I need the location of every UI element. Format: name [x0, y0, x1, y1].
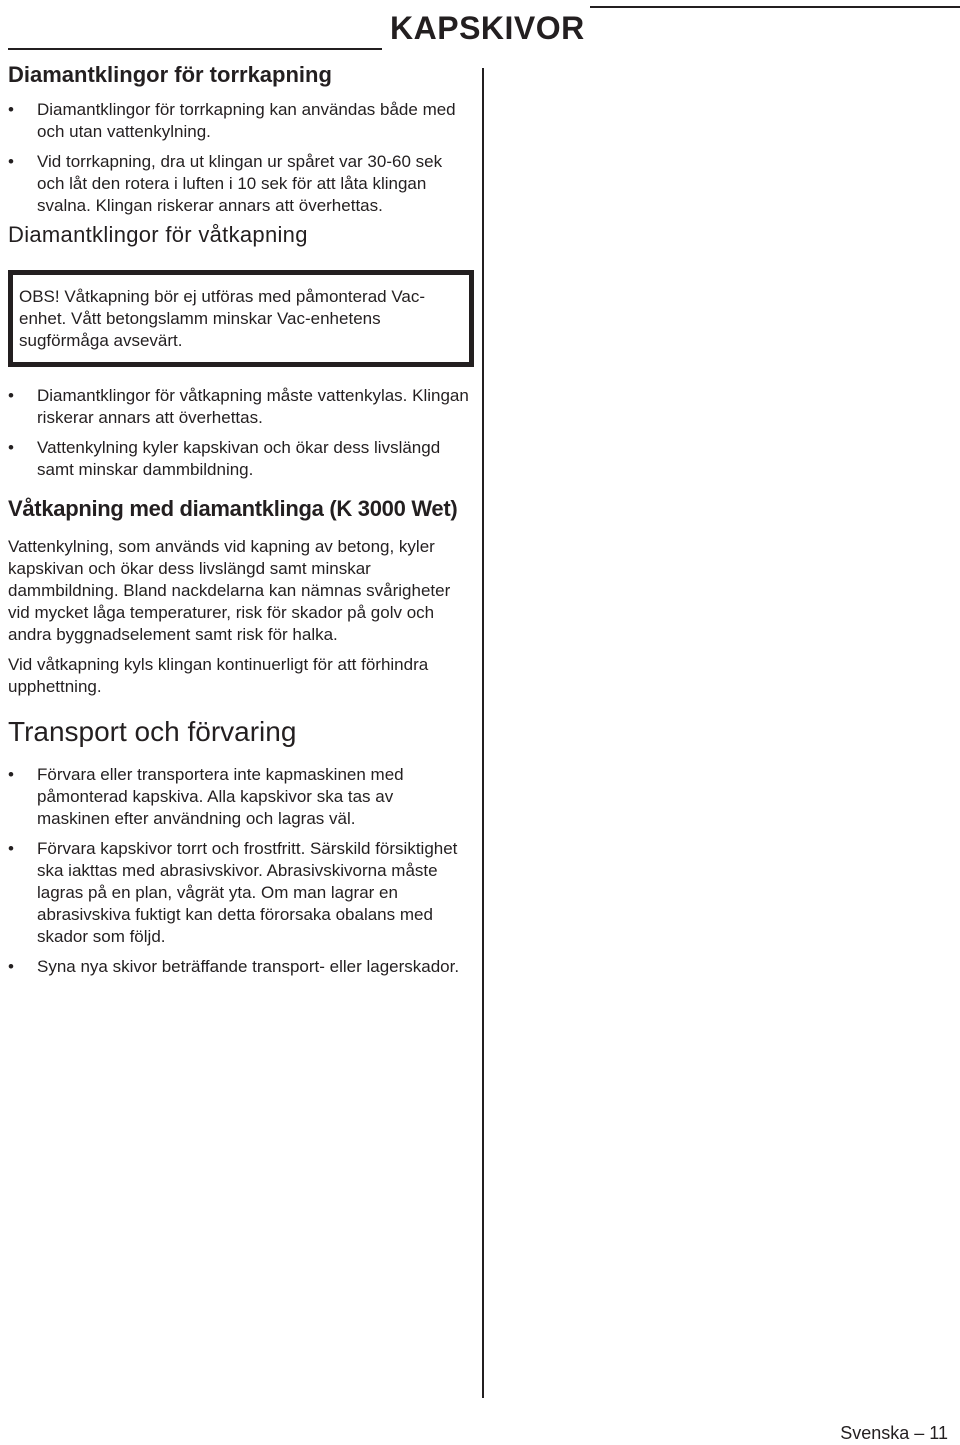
list-item [8, 385, 470, 429]
header-rule-right [590, 6, 960, 8]
section-heading-dry: Diamantklingor för torrkapning [8, 62, 332, 87]
section-heading-wet: Diamantklingor för våtkapning [8, 222, 308, 247]
list-item-text: Förvara eller transportera inte kapmaskinen med påmonterad kapskiva. Alla kapskivor ska tas av maskinen efter användning och lagras väl. [37, 765, 404, 828]
paragraph: Vattenkylning, som används vid kapning av betong, kyler kapskivan och ökar dess livslängd samt minskar dammbildning. Bland nackdelarna kan nämnas svårigheter vid mycket låga temperaturer, risk för skador på golv och andra byggnadselement samt risk för halka. [8, 537, 451, 644]
bullet-icon: • [8, 765, 14, 784]
chapter-title: KAPSKIVOR [390, 10, 585, 46]
list-item-text: Vid torrkapning, dra ut klingan ur spåret var 30-60 sek och låt den rotera i luften i 10 sek för att låta klingan svalna. Klingan riskerar annars att överhettas. [37, 152, 443, 215]
transport-bullet-list [8, 764, 470, 978]
wet-bullet-list [8, 385, 470, 481]
column-divider [482, 68, 484, 1398]
list-item-text: Diamantklingor för torrkapning kan användas både med och utan vattenkylning. [37, 100, 456, 141]
bullet-icon: • [8, 386, 14, 405]
section-heading-wet-cutting: Våtkapning med diamantklinga (K 3000 Wet) [8, 496, 458, 521]
section-heading-transport: Transport och förvaring [8, 716, 297, 747]
bullet-icon: • [8, 152, 14, 171]
page-footer: Svenska – 11 [840, 1423, 948, 1443]
list-item-text: Diamantklingor för våtkapning måste vattenkylas. Klingan riskerar annars att överhettas. [37, 386, 469, 427]
paragraph: Vid våtkapning kyls klingan kontinuerligt för att förhindra upphettning. [8, 655, 429, 696]
left-column [8, 60, 470, 986]
bullet-icon: • [8, 957, 14, 976]
list-item [8, 956, 470, 978]
bullet-icon: • [8, 438, 14, 457]
list-item-text: Syna nya skivor beträffande transport- eller lagerskador. [37, 957, 460, 976]
notice-box [8, 270, 474, 367]
list-item-text: Förvara kapskivor torrt och frostfritt. Särskild försiktighet ska iakttas med abrasivskivor. Abrasivskivorna måste lagras på en plan, vågrät yta. Om man lagrar en abrasivskiva fuktigt kan detta förorsaka obalans med skador som följd. [37, 839, 458, 946]
list-item [8, 99, 470, 143]
list-item [8, 764, 470, 830]
bullet-icon: • [8, 839, 14, 858]
notice-text: OBS! Våtkapning bör ej utföras med påmonterad Vac-enhet. Vått betongslamm minskar Vac-enhetens sugförmåga avsevärt. [19, 287, 426, 350]
list-item [8, 838, 470, 948]
bullet-icon: • [8, 100, 14, 119]
header-rule-left [8, 48, 382, 50]
list-item [8, 437, 470, 481]
dry-bullet-list [8, 99, 470, 217]
list-item [8, 151, 470, 217]
list-item-text: Vattenkylning kyler kapskivan och ökar dess livslängd samt minskar dammbildning. [37, 438, 441, 479]
